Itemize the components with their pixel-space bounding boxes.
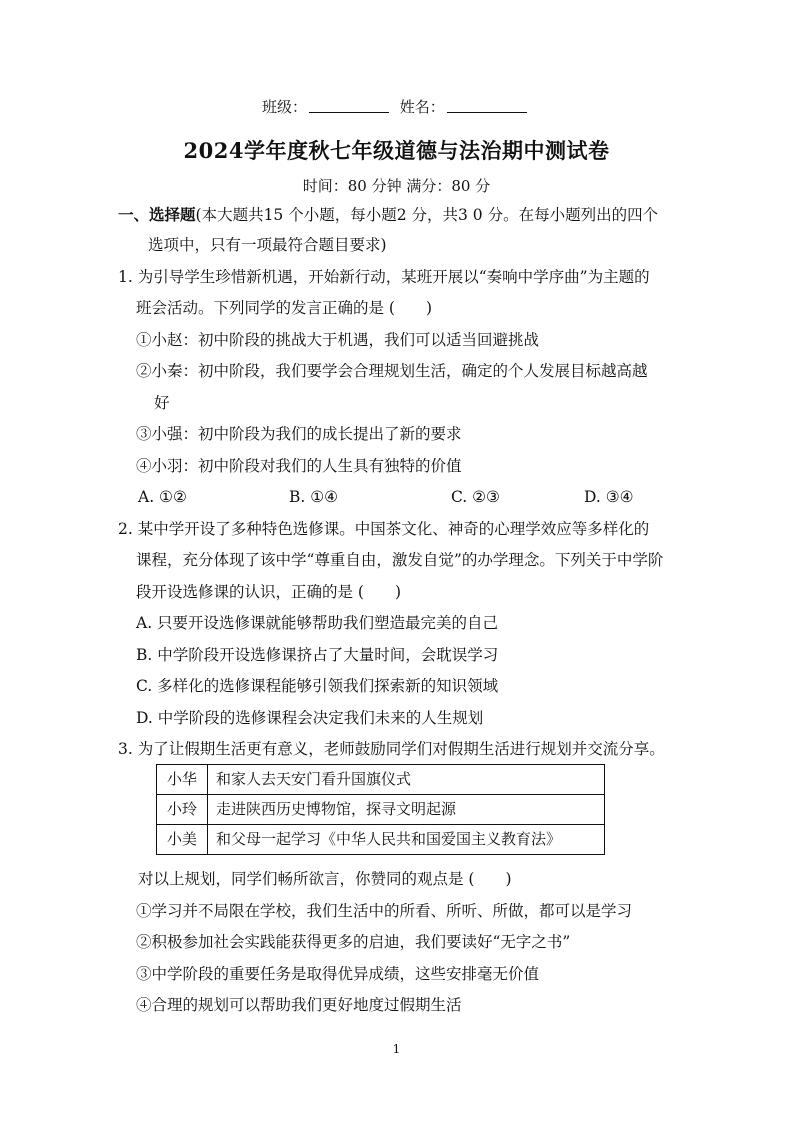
- q3-statement-1: ①学习并不局限在学校，我们生活中的所看、所听、所做，都可以是学习: [136, 902, 633, 920]
- q1-stem-line2: 班会活动。下列同学的发言正确的是 ( ): [136, 299, 433, 317]
- header-fields: [262, 100, 533, 115]
- q1-option-c[interactable]: C. ②③: [451, 488, 500, 506]
- q1-statement-2: ②小秦：初中阶段，我们要学会合理规划生活，确定的个人发展目标越高越: [136, 362, 648, 380]
- plan-student-name: 小华: [157, 765, 208, 795]
- q2-stem-line2: 课程，充分体现了该中学“尊重自由，激发自觉”的办学理念。下列关于中学阶: [136, 551, 664, 569]
- exam-title: 2024学年度秋七年级道德与法治期中测试卷: [183, 138, 610, 163]
- q1-statement-3: ③小强：初中阶段为我们的成长提出了新的要求: [136, 425, 462, 443]
- name-blank[interactable]: [447, 100, 527, 113]
- exam-meta: 时间：80 分钟 满分：80 分: [302, 177, 491, 195]
- q1-option-b[interactable]: B. ①④: [289, 488, 339, 506]
- name-label: 姓名：: [399, 98, 445, 116]
- q1-statement-4: ④小羽：初中阶段对我们的人生具有独特的价值: [136, 457, 462, 475]
- q1-statement-2-cont: 好: [154, 394, 170, 412]
- plan-activity: 和家人去天安门看升国旗仪式: [208, 765, 605, 795]
- q3-prompt: 对以上规划，同学们畅所欲言，你赞同的观点是 ( ): [138, 870, 512, 888]
- q2-stem-line3: 段开设选修课的认识，正确的是 ( ): [136, 583, 402, 601]
- table-row: [157, 795, 605, 825]
- section1-heading: [118, 207, 658, 224]
- section1-instructions-cont: 选项中，只有一项最符合题目要求): [148, 236, 387, 254]
- q2-option-a[interactable]: A. 只要开设选修课就能够帮助我们塑造最完美的自己: [136, 614, 499, 632]
- q3-statement-2: ②积极参加社会实践能获得更多的启迪，我们要读好“无字之书”: [136, 933, 571, 951]
- q2-option-c[interactable]: C. 多样化的选修课程能够引领我们探索新的知识领域: [136, 677, 499, 695]
- q1-stem-line1: 1. 为引导学生珍惜新机遇，开始新行动，某班开展以“奏响中学序曲”为主题的: [118, 268, 650, 286]
- q2-option-b[interactable]: B. 中学阶段开设选修课挤占了大量时间，会耽误学习: [136, 646, 499, 664]
- plan-activity: 走进陕西历史博物馆，探寻文明起源: [208, 795, 605, 825]
- table-row: [157, 765, 605, 795]
- q1-option-a[interactable]: A. ①②: [138, 488, 187, 506]
- page-number: 1: [392, 1042, 401, 1056]
- plan-student-name: 小玲: [157, 795, 208, 825]
- class-label: 班级：: [262, 98, 308, 116]
- q3-stem: 3. 为了让假期生活更有意义，老师鼓励同学们对假期生活进行规划并交流分享。: [118, 740, 665, 758]
- table-row: [157, 825, 605, 855]
- q2-option-d[interactable]: D. 中学阶段的选修课程会决定我们未来的人生规划: [136, 709, 484, 727]
- section1-title: 一、选择题: [118, 205, 196, 224]
- q2-stem-line1: 2. 某中学开设了多种特色选修课。中国茶文化、神奇的心理学效应等多样化的: [118, 520, 650, 538]
- plan-student-name: 小美: [157, 825, 208, 855]
- q3-statement-3: ③中学阶段的重要任务是取得优异成绩，这些安排毫无价值: [136, 965, 540, 983]
- q1-statement-1: ①小赵：初中阶段的挑战大于机遇，我们可以适当回避挑战: [136, 331, 540, 349]
- q1-option-d[interactable]: D. ③④: [584, 488, 634, 506]
- class-blank[interactable]: [309, 100, 389, 113]
- section1-instructions: (本大题共15 个小题，每小题2 分，共3 0 分。在每小题列出的四个: [195, 206, 659, 224]
- q3-plan-table: [156, 764, 605, 855]
- plan-activity: 和父母一起学习《中华人民共和国爱国主义教育法》: [208, 825, 605, 855]
- q3-statement-4: ④合理的规划可以帮助我们更好地度过假期生活: [136, 996, 462, 1014]
